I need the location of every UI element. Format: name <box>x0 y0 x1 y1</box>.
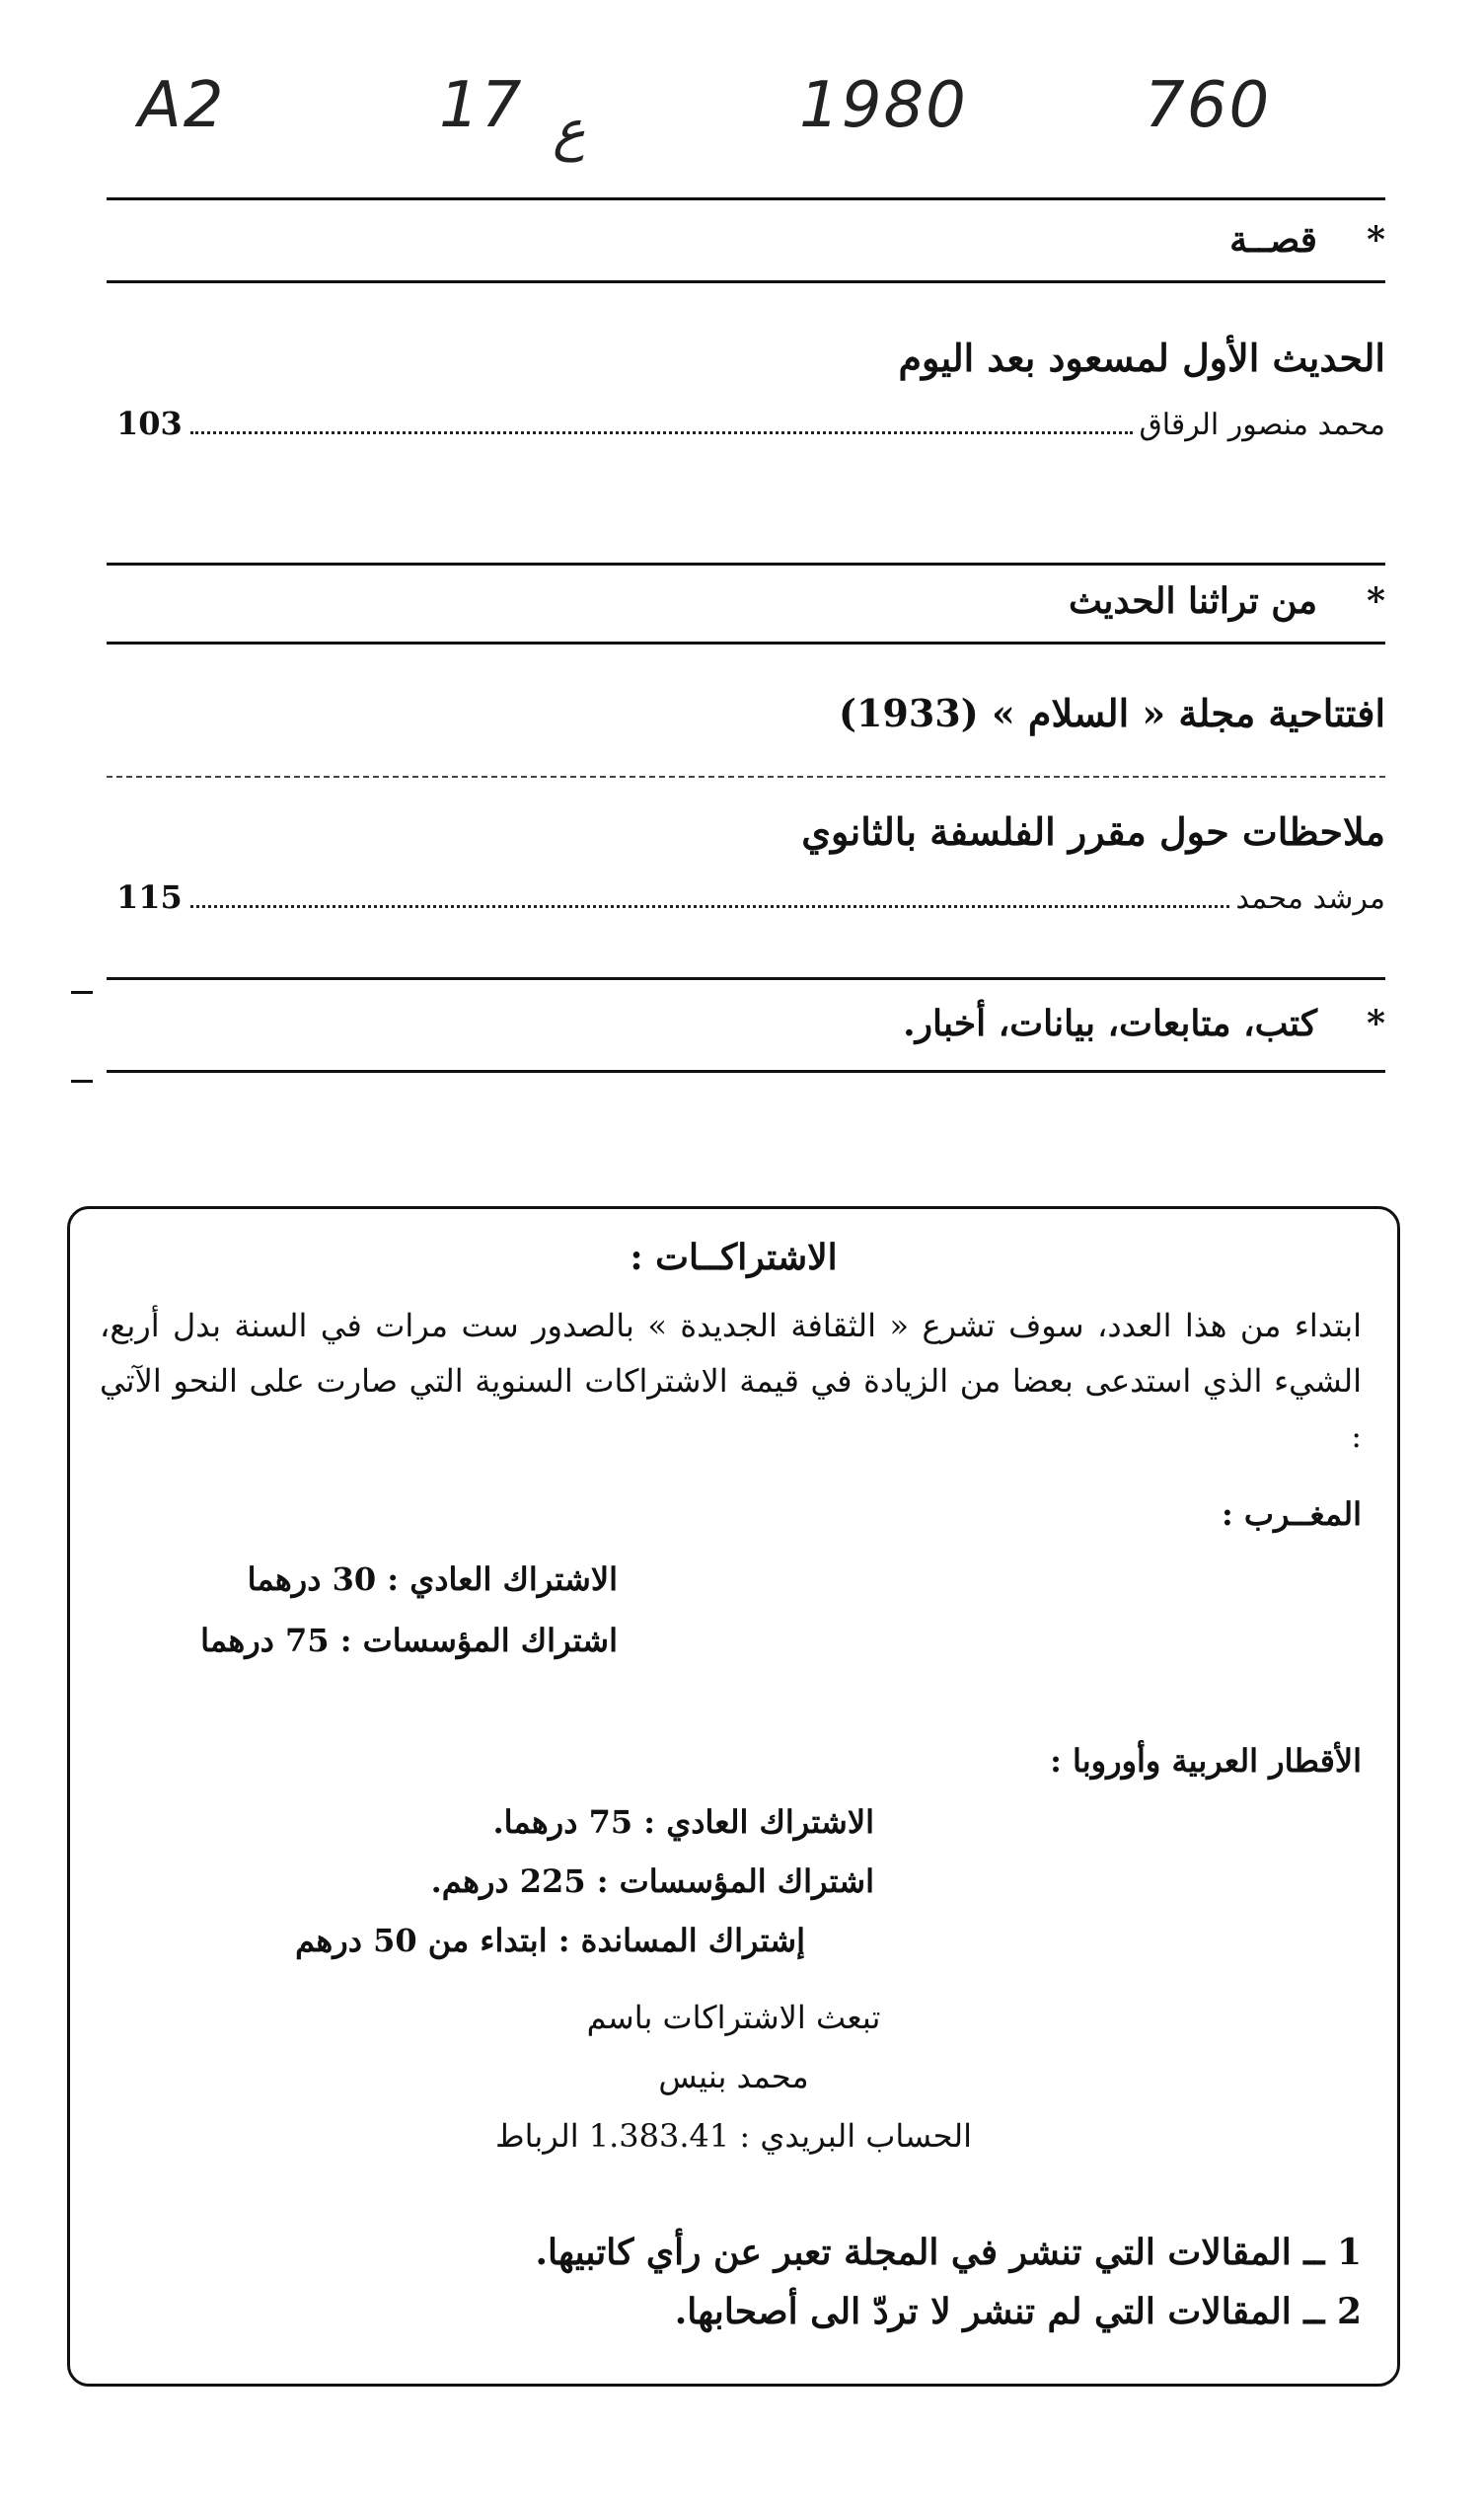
divider <box>107 280 1385 283</box>
dashed-divider <box>107 776 1385 778</box>
section-star: * <box>1367 580 1385 622</box>
article-title: الحديث الأول لمسعود بعد اليوم <box>898 336 1385 380</box>
morocco-heading: المغــرب : <box>1221 1495 1362 1533</box>
article-page-number: 115 <box>116 878 183 916</box>
section-title: من تراثنا الحديث <box>1069 580 1317 622</box>
margin-tick <box>71 1080 93 1083</box>
morocco-regular: الاشتراك العادي : 30 درهما <box>247 1560 618 1598</box>
arab-europe-support: إشتراك المساندة : ابتداء من 50 درهم <box>295 1922 805 1959</box>
arab-europe-heading: الأقطار العربية وأوروبا : <box>1050 1742 1362 1780</box>
section-star: * <box>1367 1003 1385 1044</box>
section-header-heritage <box>1069 580 1385 622</box>
handwritten-volume: 17 <box>439 69 524 142</box>
postal-account: الحساب البريدي : 1.383.41 الرباط <box>495 2117 972 2155</box>
handwritten-year: 1980 <box>799 69 968 142</box>
handwritten-ref: A2 <box>138 69 226 142</box>
divider <box>107 563 1385 566</box>
section-title: قصــة <box>1229 219 1317 261</box>
section-header-story <box>1229 219 1385 261</box>
morocco-institutions: اشتراك المؤسسات : 75 درهما <box>200 1622 618 1659</box>
dot-leader <box>190 431 1134 434</box>
section-title: كتب، متابعات، بيانات، أخبار. <box>903 1003 1317 1044</box>
article-title: ملاحظات حول مقرر الفلسفة بالثانوي <box>801 809 1385 854</box>
note-item: 1 ــ المقالات التي تنشر في المجلة تعبر عن رأي كاتبيها. <box>535 2232 1362 2273</box>
article-author: مرشد محمد <box>1235 881 1385 916</box>
subscriptions-box <box>67 1206 1400 2387</box>
section-star: * <box>1367 219 1385 261</box>
handwritten-number: 760 <box>1145 69 1272 142</box>
article-author: محمد منصور الرقاق <box>1139 408 1385 442</box>
divider <box>107 642 1385 645</box>
subscriptions-intro: ابتداء من هذا العدد، سوف تشرع « الثقافة الجديدة » بالصدور ست مرات في السنة بدل أربع، الشيء الذي استدعى بعضا من الزيادة في قيمة الاشتراكات السنوية التي صارت على النحو الآتي : <box>100 1307 1363 1455</box>
dot-leader <box>190 905 1230 908</box>
note-item: 2 ــ المقالات التي لم تنشر لا تردّ الى أصحابها. <box>674 2291 1362 2332</box>
divider <box>107 197 1385 200</box>
article-author-row <box>116 869 1385 916</box>
subscriptions-title: الاشتراكــات : <box>630 1237 838 1278</box>
recipient-name: محمد بنيس <box>658 2058 809 2095</box>
article-author-row <box>116 395 1385 442</box>
send-to-label: تبعث الاشتراكات باسم <box>586 1999 881 2036</box>
article-title: افتتاحية مجلة « السلام » (1933) <box>838 691 1385 735</box>
section-header-books <box>903 1003 1385 1044</box>
divider <box>107 977 1385 980</box>
divider <box>107 1070 1385 1073</box>
arab-europe-regular: الاشتراك العادي : 75 درهما. <box>492 1803 874 1841</box>
article-page-number: 103 <box>116 405 183 442</box>
arab-europe-institutions: اشتراك المؤسسات : 225 درهم. <box>430 1862 874 1900</box>
margin-tick <box>71 991 93 994</box>
handwritten-letter: ع <box>553 99 586 163</box>
